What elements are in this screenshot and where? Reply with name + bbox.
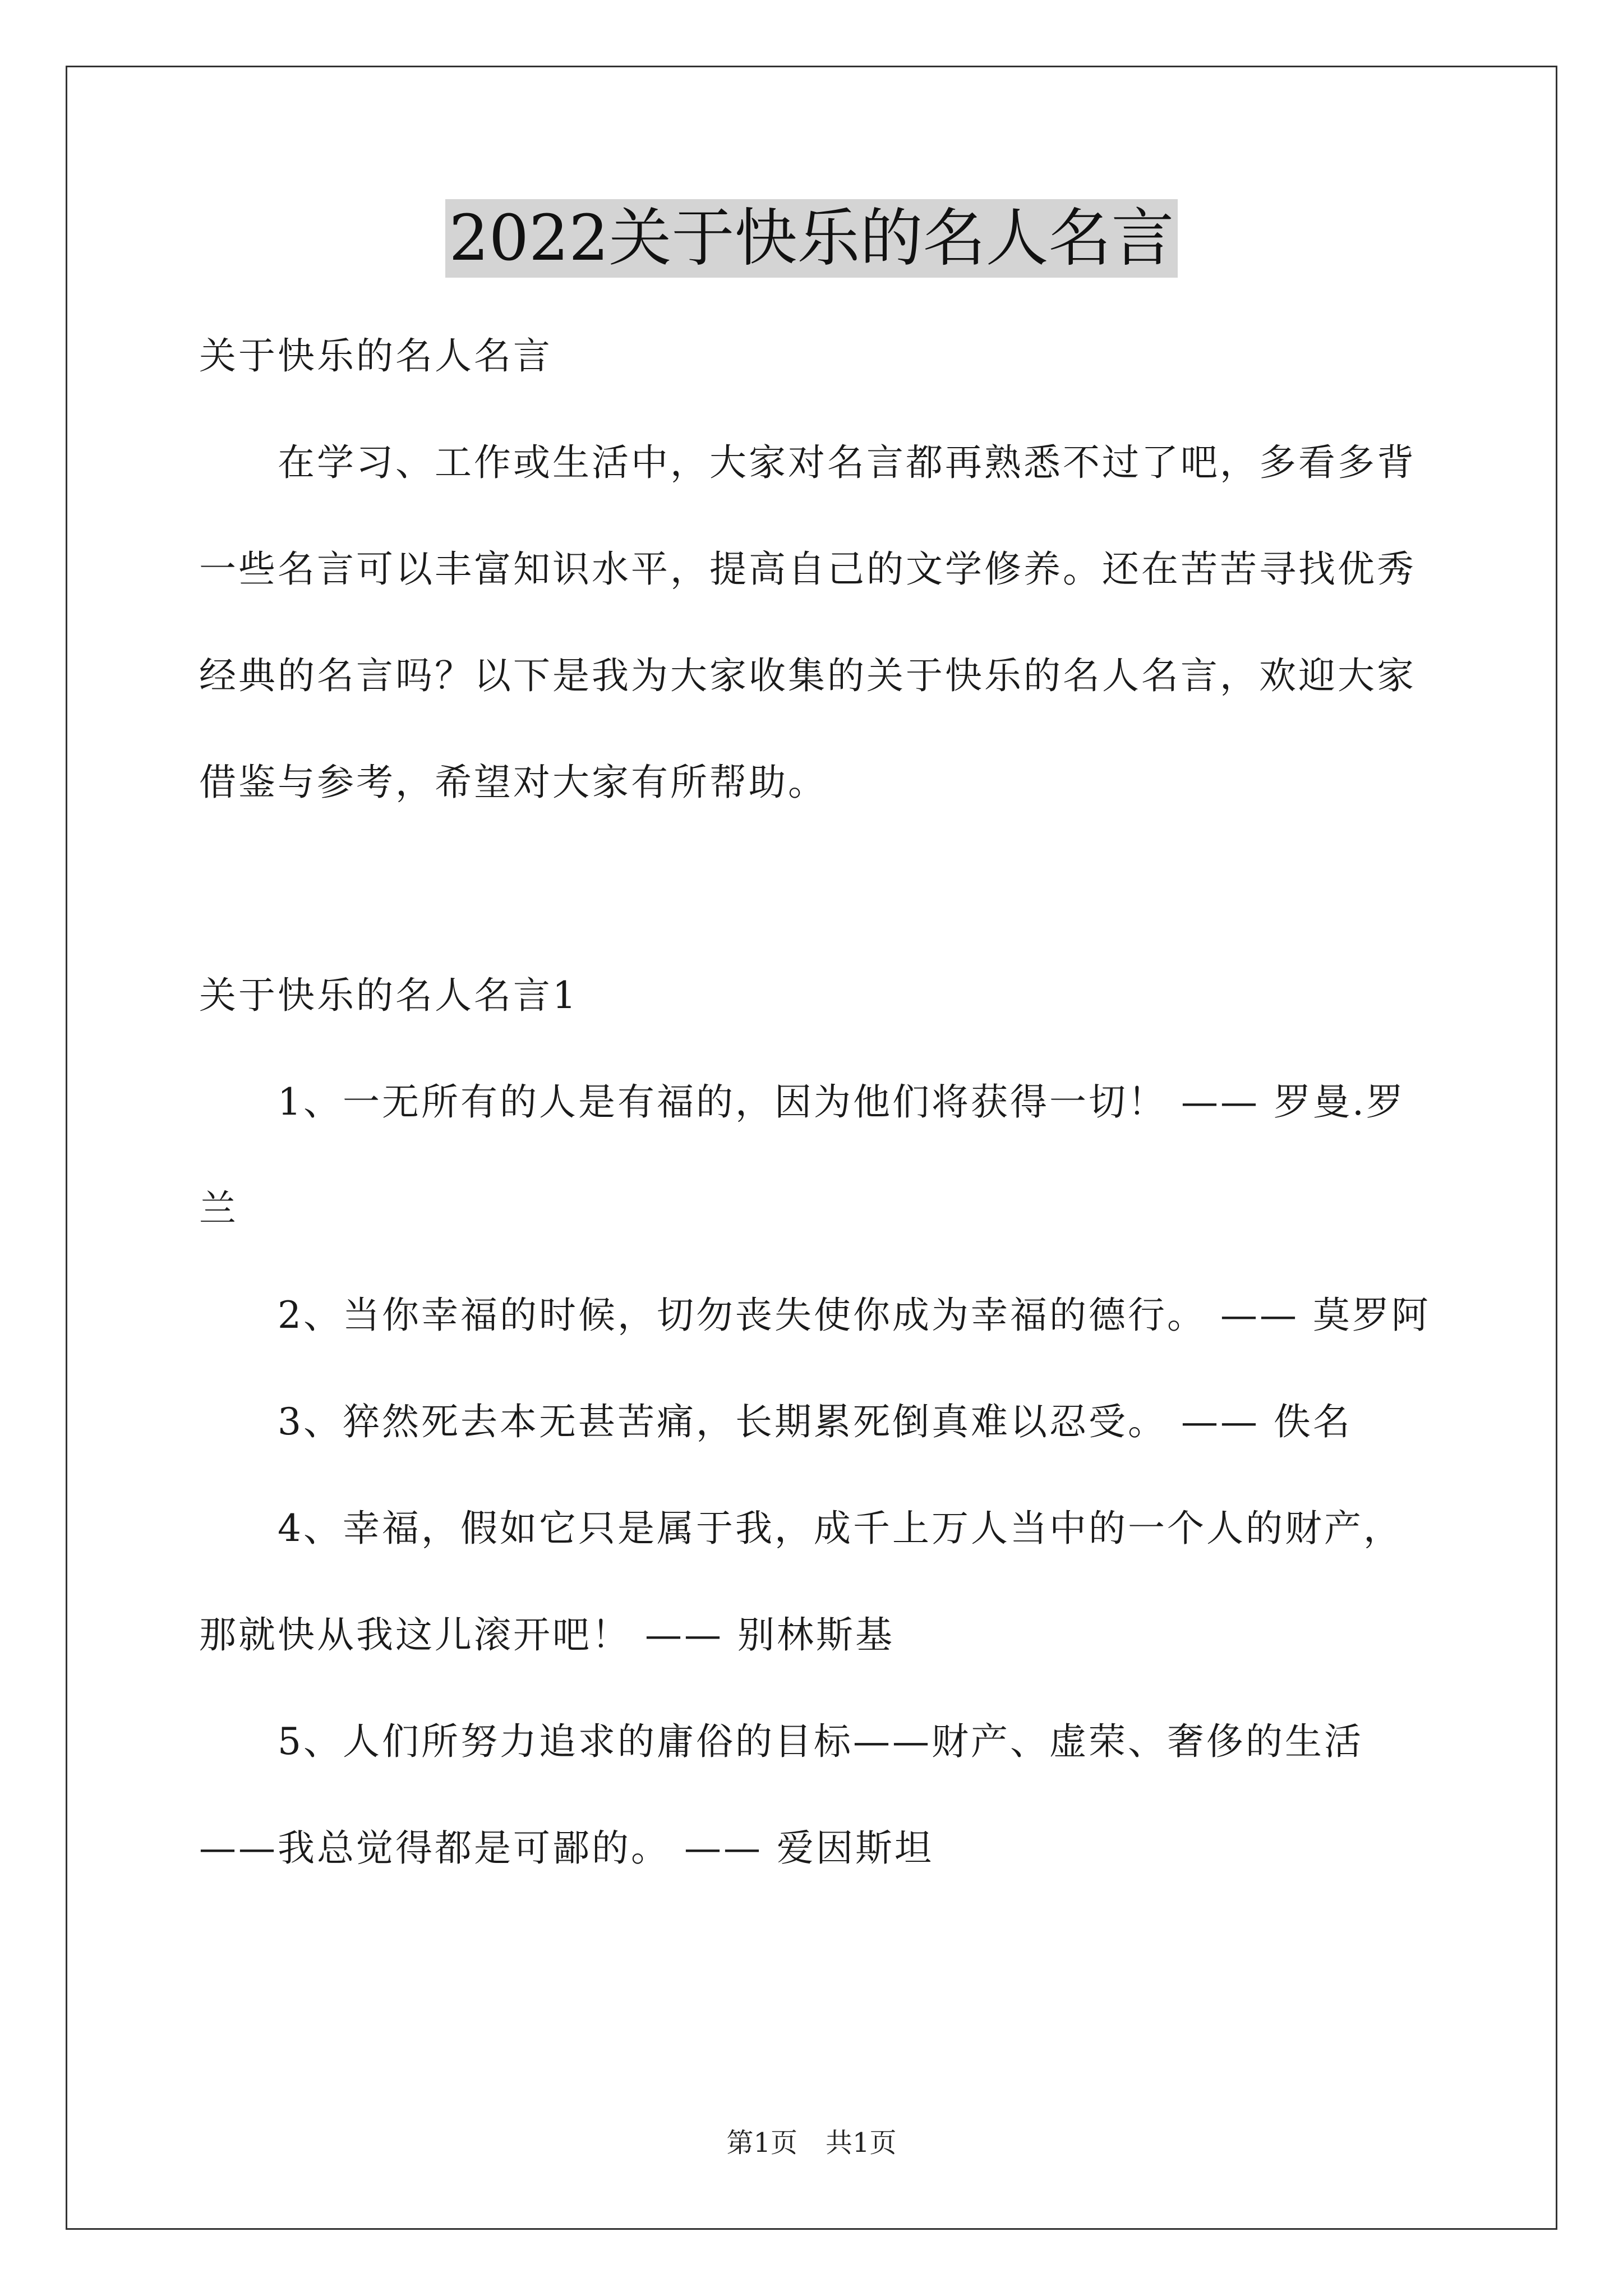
quote-item: 4、幸福，假如它只是属于我，成千上万人当中的一个人的财产，那就快从我这儿滚开吧！ —— 别林斯基 (199, 1507, 1403, 1657)
document-title: 2022关于快乐的名人名言 (445, 199, 1177, 278)
quote-item: 2、当你幸福的时候，切勿丧失使你成为幸福的德行。 —— 莫罗阿 (278, 1294, 1431, 1337)
quote-item: 3、猝然死去本无甚苦痛，长期累死倒真难以忍受。 —— 佚名 (278, 1400, 1352, 1443)
title-wrap (0, 199, 1623, 278)
spacer (199, 836, 1433, 942)
document-body (199, 303, 1433, 1902)
intro-paragraph: 在学习、工作或生活中，大家对名言都再熟悉不过了吧，多看多背一些名言可以丰富知识水平，提高自己的文学修养。还在苦苦寻找优秀经典的名言吗？以下是我为大家收集的关于快乐的名人名言，欢迎大家借鉴与参考，希望对大家有所帮助。 (199, 441, 1416, 804)
section-heading: 关于快乐的名人名言1 (199, 974, 578, 1017)
page-total: 共1页 (826, 2127, 897, 2159)
quote-item: 1、一无所有的人是有福的，因为他们将获得一切！ —— 罗曼.罗兰 (199, 1080, 1405, 1230)
subtitle: 关于快乐的名人名言 (199, 334, 552, 378)
page-number: 第1页 (726, 2127, 797, 2159)
page-footer (0, 2126, 1623, 2160)
quote-item: 5、人们所努力追求的庸俗的目标——财产、虚荣、奢侈的生活——我总觉得都是可鄙的。 —— 爱因斯坦 (199, 1720, 1363, 1870)
